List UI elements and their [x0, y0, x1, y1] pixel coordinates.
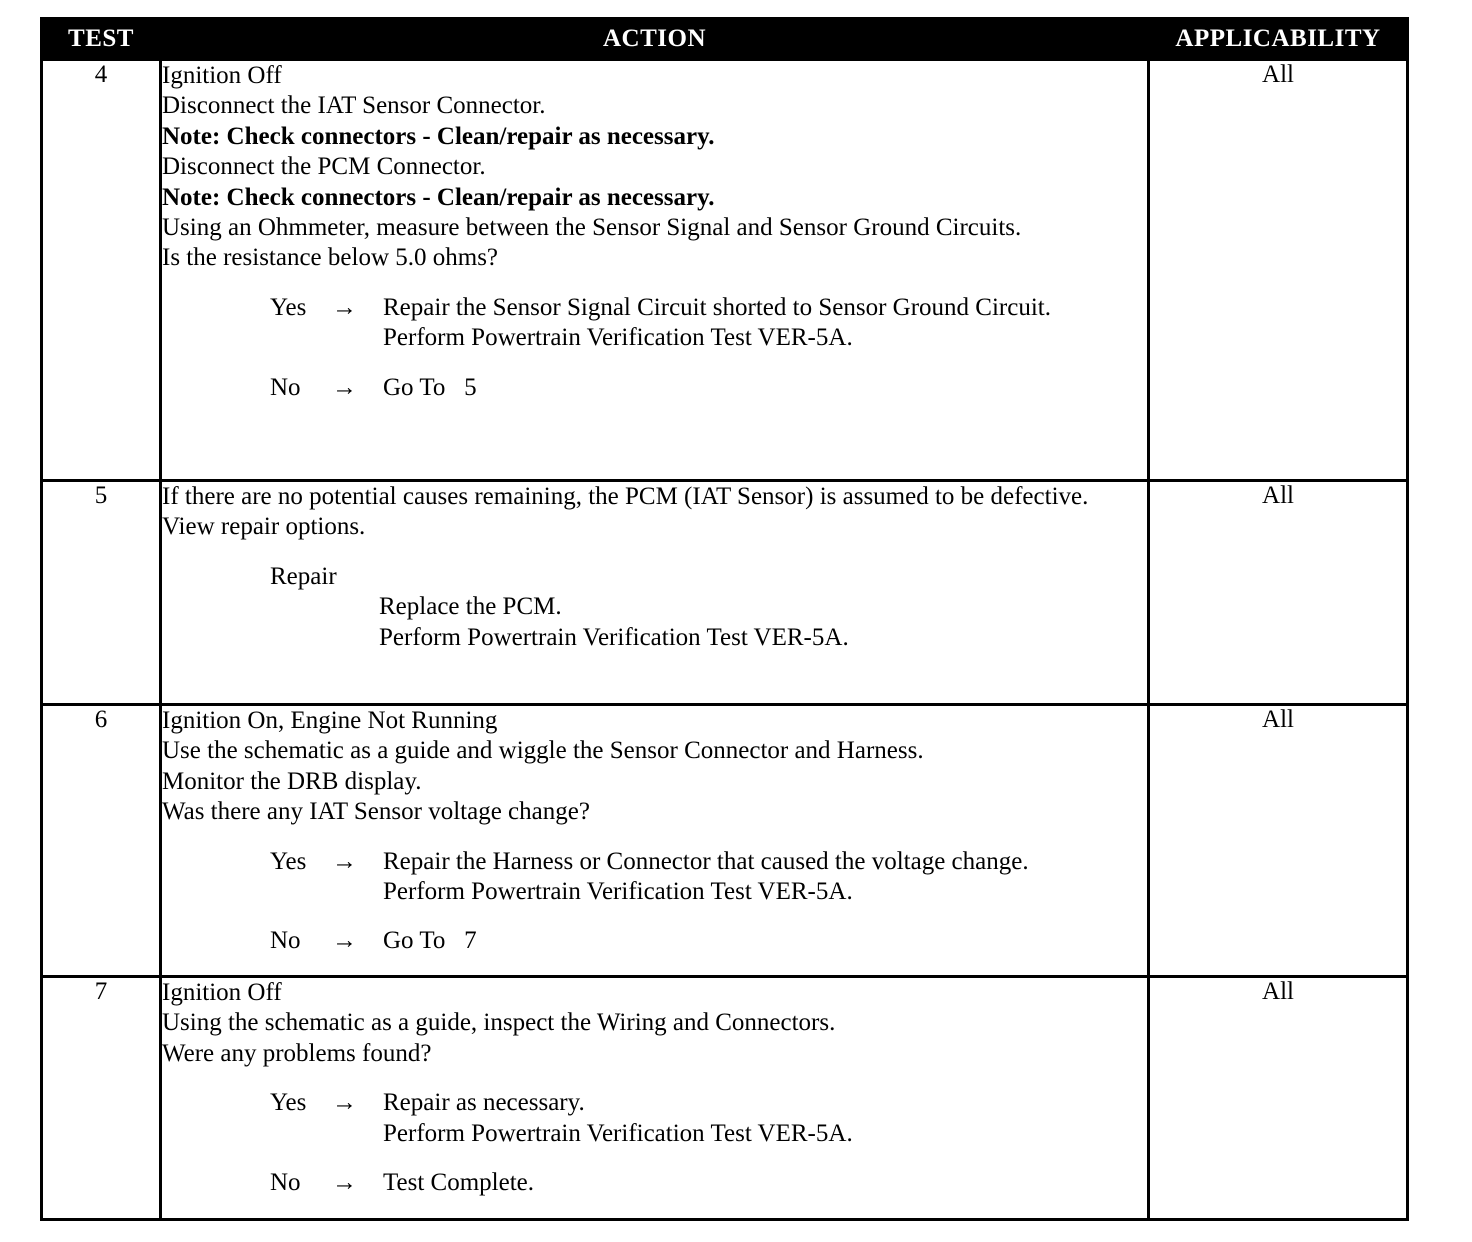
- yes-branch: [162, 293, 1147, 354]
- note-line: Note: Check connectors - Clean/repair as necessary.: [162, 122, 715, 150]
- arrow-icon: →: [332, 847, 357, 875]
- yes-result-verification: Perform Powertrain Verification Test VER-5A.: [383, 1119, 853, 1147]
- test-row-6: [42, 705, 1408, 977]
- question-line: Were any problems found?: [162, 1039, 432, 1067]
- arrow-icon: →: [332, 1169, 357, 1197]
- action-line: Ignition Off: [162, 62, 282, 89]
- applicability-cell: All: [1149, 60, 1408, 481]
- action-cell: [161, 977, 1149, 1220]
- yes-label: Yes: [270, 1089, 307, 1117]
- action-line: If there are no potential causes remaining, the PCM (IAT Sensor) is assumed to be defective.: [162, 483, 1089, 510]
- yes-label: Yes: [270, 847, 307, 875]
- yes-result: Repair the Harness or Connector that caused the voltage change.: [383, 847, 1029, 875]
- action-line: Ignition Off: [162, 979, 282, 1006]
- action-line: Monitor the DRB display.: [162, 767, 422, 795]
- test-number: 5: [42, 481, 161, 705]
- action-line: Use the schematic as a guide and wiggle the Sensor Connector and Harness.: [162, 737, 924, 765]
- no-result: Go To 7: [383, 927, 477, 955]
- header-action: ACTION: [161, 19, 1149, 60]
- test-row-4: [42, 60, 1408, 481]
- action-cell: [161, 481, 1149, 705]
- test-row-5: [42, 481, 1408, 705]
- no-result: Test Complete.: [383, 1169, 535, 1197]
- test-row-7: [42, 977, 1408, 1220]
- action-line: Disconnect the PCM Connector.: [162, 153, 486, 181]
- action-line: Using an Ohmmeter, measure between the Sensor Signal and Sensor Ground Circuits.: [162, 214, 1022, 242]
- header-applicability: APPLICABILITY: [1149, 19, 1408, 60]
- repair-step: Perform Powertrain Verification Test VER-5A.: [379, 623, 849, 651]
- question-line: Was there any IAT Sensor voltage change?: [162, 798, 590, 826]
- action-cell: [161, 705, 1149, 977]
- applicability-cell: All: [1149, 705, 1408, 977]
- action-line: Using the schematic as a guide, inspect the Wiring and Connectors.: [162, 1009, 836, 1037]
- note-line: Note: Check connectors - Clean/repair as necessary.: [162, 183, 715, 211]
- action-line: View repair options.: [162, 513, 366, 541]
- yes-result: Repair the Sensor Signal Circuit shorted to Sensor Ground Circuit.: [383, 293, 1051, 321]
- test-number: 6: [42, 705, 161, 977]
- action-line: Ignition On, Engine Not Running: [162, 707, 498, 734]
- yes-result: Repair as necessary.: [383, 1089, 585, 1117]
- yes-branch: [162, 847, 1147, 908]
- question-line: Is the resistance below 5.0 ohms?: [162, 244, 499, 272]
- test-number: 7: [42, 977, 161, 1220]
- no-result: Go To 5: [383, 373, 477, 401]
- arrow-icon: →: [332, 1089, 357, 1117]
- test-number: 4: [42, 60, 161, 481]
- diagnostic-test-table: [40, 17, 1409, 1221]
- repair-label: Repair: [270, 562, 337, 590]
- yes-result-verification: Perform Powertrain Verification Test VER-5A.: [383, 878, 853, 906]
- arrow-icon: →: [332, 373, 357, 401]
- no-branch: [162, 1168, 1147, 1198]
- yes-branch: [162, 1088, 1147, 1149]
- yes-label: Yes: [270, 293, 307, 321]
- action-line: Disconnect the IAT Sensor Connector.: [162, 92, 546, 120]
- no-branch: [162, 373, 1147, 403]
- diagnostic-table-sheet: [40, 17, 1406, 1221]
- no-label: No: [270, 927, 301, 955]
- repair-step: Replace the PCM.: [379, 593, 562, 621]
- no-branch: [162, 926, 1147, 956]
- arrow-icon: →: [332, 293, 357, 321]
- applicability-cell: All: [1149, 481, 1408, 705]
- no-label: No: [270, 373, 301, 401]
- table-header-row: [42, 19, 1408, 60]
- header-test: TEST: [42, 19, 161, 60]
- yes-result-verification: Perform Powertrain Verification Test VER-5A.: [383, 324, 853, 352]
- applicability-cell: All: [1149, 977, 1408, 1220]
- no-label: No: [270, 1169, 301, 1197]
- arrow-icon: →: [332, 927, 357, 955]
- action-cell: [161, 60, 1149, 481]
